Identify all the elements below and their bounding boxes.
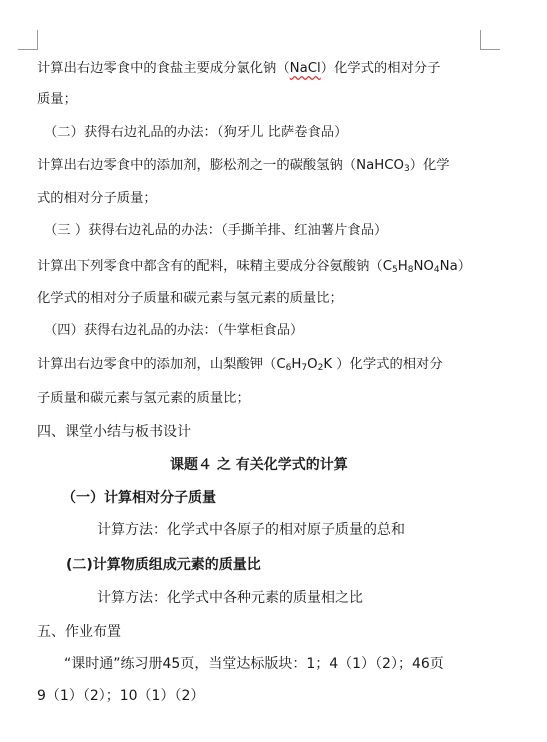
lesson-title: 课题４ 之 有关化学式的计算: [170, 457, 348, 473]
method-text-2: 计算方法：化学式中各种元素的质量相之比: [97, 590, 363, 606]
text-line-10: 计算出右边零食中的添加剂，山梨酸钾（$C_6H_7O_2K$ ）化学式的相对分: [37, 357, 443, 373]
homework-heading: 五、作业布置: [37, 624, 121, 640]
homework-text-2: 9（1）（2）；10（1）（2）: [37, 688, 205, 704]
text-line-1: 计算出右边零食中的食盐主要成分氯化钠（NaCl）化学式的相对分子: [37, 61, 441, 76]
text-line-8: 化学式的相对分子质量和碳元素与氢元素的质量比；: [37, 291, 343, 306]
homework-text-1: “课时通”练习册45页，当堂达标版块：1；4（1）（2）；46页: [64, 656, 444, 672]
text-line-5: 式的相对分子质量；: [37, 191, 157, 206]
formula-nacl: NaCl: [289, 61, 321, 76]
text-line-11: 子质量和碳元素与氢元素的质量比；: [37, 391, 250, 406]
subheading-mass-ratio: (二)计算物质组成元素的质量比: [66, 557, 261, 573]
text-line-2: 质量；: [37, 92, 77, 107]
summary-heading: 四、课堂小结与板书设计: [37, 424, 191, 440]
text-line-7: 计算出下列零食中都含有的配料，味精主要成分谷氨酸钠$(C_5H_8NO_4Na)$: [37, 259, 472, 275]
subheading-molecular-mass: （一）计算相对分子质量: [62, 490, 216, 506]
text-line-4: 计算出右边零食中的添加剂，膨松剂之一的碳酸氢钠（NaHCO$_3$）化学: [37, 158, 450, 174]
section-3-heading: （三 ）获得右边礼品的办法：（手撕羊排、红油薯片食品）: [44, 223, 388, 238]
section-2-heading: （二）获得右边礼品的办法：（狗牙儿 比萨卷食品）: [44, 125, 348, 140]
section-4-heading: （四）获得右边礼品的办法：（牛掌柜食品）: [44, 323, 304, 338]
method-text-1: 计算方法：化学式中各原子的相对原子质量的总和: [97, 522, 405, 538]
